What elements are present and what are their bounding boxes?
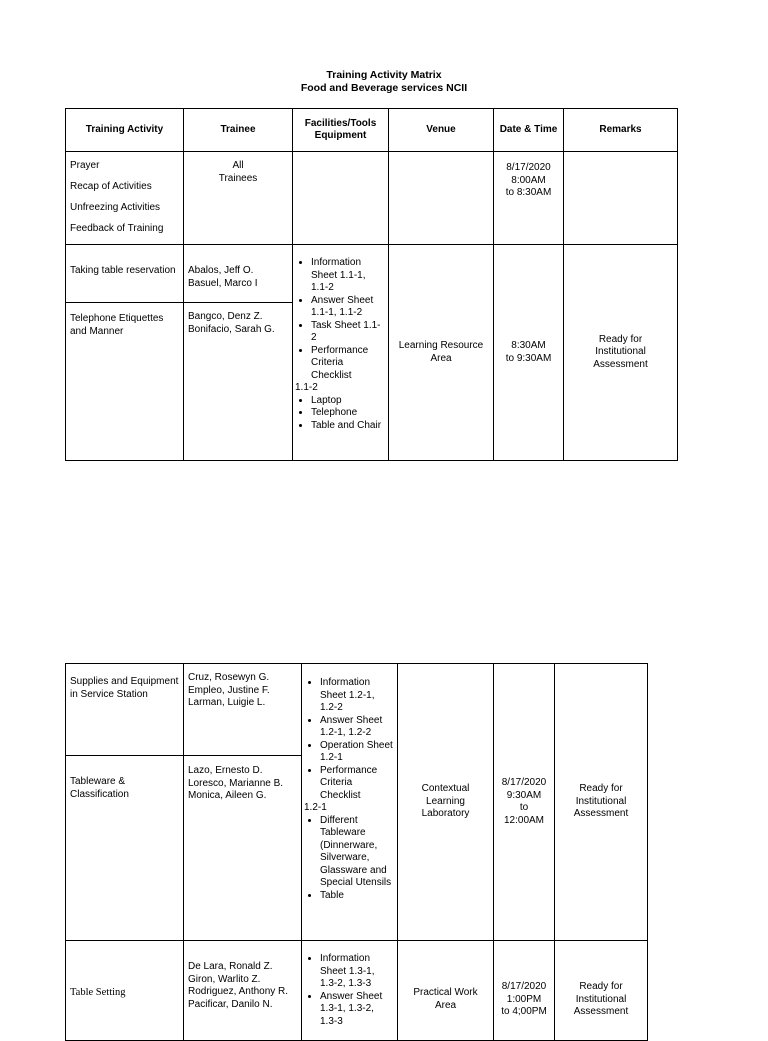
facilities-cell: [293, 152, 389, 245]
training-matrix-table-2: [65, 663, 648, 1041]
trainee-name: Basuel, Marco I: [188, 277, 258, 289]
date-line: 8/17/2020: [501, 777, 547, 788]
trainee-cell: [184, 756, 302, 941]
facility-item: • Table: [320, 890, 393, 903]
date-cell: [494, 941, 555, 1041]
trainee-name: Monica, Aileen G.: [188, 790, 267, 801]
venue-cell: Contextual Learning Laboratory: [398, 664, 494, 941]
venue-cell: [389, 152, 494, 245]
facilities-cell: [302, 664, 398, 941]
activity-item: Prayer: [70, 160, 100, 171]
trainee-cell: [184, 664, 302, 756]
date-cell: [494, 664, 555, 941]
activity-cell: Table Setting: [66, 941, 184, 1041]
header-facilities: Facilities/Tools Equipment: [293, 109, 389, 152]
remarks-cell: Ready for Institutional Assessment: [555, 941, 648, 1041]
facility-item: • Information Sheet 1.1-1, 1.1-2: [311, 257, 384, 295]
facilities-list: [304, 953, 393, 1028]
trainee-name: De Lara, Ronald Z.: [188, 961, 273, 972]
training-matrix-table-1: [65, 108, 678, 461]
date-line: 8:00AM: [511, 174, 546, 186]
date-line: to 9:30AM: [505, 352, 552, 364]
facility-subcode: 1.2-1: [304, 802, 327, 813]
facilities-list: [304, 815, 393, 903]
table-row: [66, 664, 648, 756]
trainee-cell: [184, 303, 293, 461]
facility-item: • Different Tableware (Dinnerware, Silverware, Glassware and Special Utensils: [320, 815, 393, 890]
date-line: to 4;00PM: [501, 1006, 547, 1017]
facility-item: • Answer Sheet 1.1-1, 1.1-2: [311, 295, 384, 320]
trainee-name: Cruz, Rosewyn G.: [188, 672, 270, 683]
facility-item: • Answer Sheet 1.3-1, 1.3-2, 1.3-3: [320, 991, 393, 1029]
remarks-cell: [564, 152, 678, 245]
facility-item: • Performance Criteria Checklist: [320, 765, 393, 803]
trainee-name: Bonifacio, Sarah G.: [188, 323, 275, 335]
activity-item: Unfreezing Activities: [70, 202, 161, 213]
date-line: 9:30AM: [506, 789, 542, 801]
trainee-name: Loresco, Marianne B.: [188, 777, 284, 789]
activity-item: Feedback of Training: [70, 223, 164, 234]
facility-item: • Answer Sheet 1.2-1, 1.2-2: [320, 715, 393, 740]
table-row: [66, 245, 678, 303]
trainee-name: Pacificar, Danilo N.: [188, 998, 273, 1010]
facility-item: • Telephone: [311, 407, 384, 420]
doc-subtitle: Food and Beverage services NCII: [300, 82, 468, 94]
trainee-name: Abalos, Jeff O.: [188, 265, 254, 276]
facility-item: • Information Sheet 1.3-1, 1.3-2, 1.3-3: [320, 953, 393, 991]
date-line: 8/17/2020: [501, 981, 547, 992]
header-trainee: Trainee: [184, 109, 293, 152]
facility-item: • Laptop: [311, 395, 384, 408]
remarks-cell: Ready for Institutional Assessment: [555, 664, 648, 941]
activity-cell: Taking table reservation: [66, 245, 184, 303]
facilities-list: [295, 395, 384, 433]
facility-item: • Information Sheet 1.2-1, 1.2-2: [320, 677, 393, 715]
remarks-cell: Ready for Institutional Assessment: [564, 245, 678, 461]
table-row: [66, 152, 678, 245]
facility-item: • Task Sheet 1.1-2: [311, 320, 384, 345]
facility-item: • Table and Chair: [311, 420, 384, 433]
trainee-name: Empleo, Justine F.: [188, 684, 270, 696]
header-remarks: Remarks: [564, 109, 678, 152]
table-row: [66, 941, 648, 1041]
trainee-name: Rodriguez, Anthony R.: [188, 986, 289, 997]
header-training-activity: Training Activity: [66, 109, 184, 152]
date-line: to: [519, 802, 529, 813]
date-line: 1:00PM: [506, 993, 542, 1005]
facility-item: • Operation Sheet 1.2-1: [320, 740, 393, 765]
date-cell: [494, 245, 564, 461]
trainee-name: Larman, Luigie L.: [188, 697, 266, 708]
activity-cell: [66, 152, 184, 245]
activity-cell: Telephone Etiquettes and Manner: [66, 303, 184, 461]
trainee-name: Giron, Warlito Z.: [188, 973, 261, 985]
facility-subcode: 1.1-2: [295, 382, 318, 393]
venue-cell: Practical Work Area: [398, 941, 494, 1041]
facility-item: • Performance Criteria Checklist: [311, 345, 384, 383]
date-line: 12:00AM: [503, 814, 545, 826]
header-row: [66, 109, 678, 152]
header-venue: Venue: [389, 109, 494, 152]
activity-cell: Tableware & Classification: [66, 756, 184, 941]
facilities-cell: [302, 941, 398, 1041]
activity-item: Recap of Activities: [70, 181, 152, 192]
trainee-cell: [184, 245, 293, 303]
date-line: 8:30AM: [511, 340, 546, 351]
date-line: 8/17/2020: [506, 162, 551, 173]
header-date-time: Date & Time: [494, 109, 564, 152]
trainee-name: Bangco, Denz Z.: [188, 311, 263, 322]
facilities-list: [295, 257, 384, 382]
activity-cell: Supplies and Equipment in Service Station: [66, 664, 184, 756]
trainee-cell: [184, 941, 302, 1041]
doc-title: Training Activity Matrix: [326, 69, 442, 81]
trainee-cell: All Trainees: [184, 152, 293, 245]
facilities-cell: [293, 245, 389, 461]
date-line: to 8:30AM: [505, 187, 552, 198]
venue-cell: Learning Resource Area: [389, 245, 494, 461]
facilities-list: [304, 677, 393, 802]
date-cell: [494, 152, 564, 245]
trainee-name: Lazo, Ernesto D.: [188, 765, 263, 776]
